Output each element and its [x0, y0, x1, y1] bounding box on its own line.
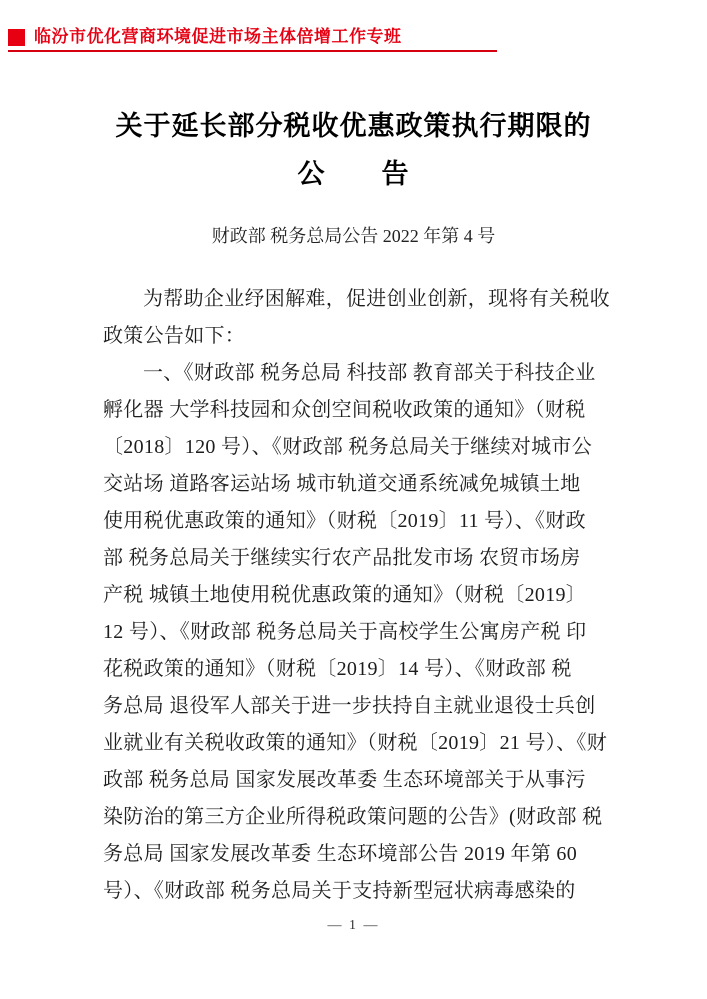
- body-line-12: 务总局 退役军人部关于进一步扶持自主就业退役士兵创: [103, 695, 596, 717]
- document-title-line-2: 公 告: [297, 159, 410, 189]
- document-title: [0, 102, 707, 198]
- body-line-14: 政部 税务总局 国家发展改革委 生态环境部关于从事污: [103, 769, 586, 791]
- body-line-6: 交站场 道路客运站场 城市轨道交通系统减免城镇土地: [103, 473, 581, 495]
- body-line-5: 〔2018〕120 号）、《财政部 税务总局关于继续对城市公: [103, 436, 592, 458]
- body-line-17: 号）、《财政部 税务总局关于支持新型冠状病毒感染的: [103, 880, 576, 902]
- body-line-3: 一、《财政部 税务总局 科技部 教育部关于科技企业: [143, 362, 596, 384]
- body-line-7: 使用税优惠政策的通知》（财税〔2019〕11 号）、《财政: [103, 510, 586, 532]
- body-line-10: 12 号）、《财政部 税务总局关于高校学生公寓房产税 印: [103, 621, 587, 643]
- body-line-9: 产税 城镇土地使用税优惠政策的通知》（财税〔2019〕: [103, 584, 587, 606]
- page-footer: [0, 918, 707, 934]
- page-number: — 1 —: [327, 918, 380, 933]
- document-number: 财政部 税务总局公告 2022 年第 4 号: [211, 226, 496, 246]
- body-line-8: 部 税务总局关于继续实行农产品批发市场 农贸市场房: [103, 547, 581, 569]
- body-line-11: 花税政策的通知》（财税〔2019〕14 号）、《财政部 税: [103, 658, 572, 680]
- body-line-4: 孵化器 大学科技园和众创空间税收政策的通知》（财税: [103, 399, 586, 421]
- body-line-1: 为帮助企业纾困解难，促进创业创新，现将有关税收: [143, 288, 610, 310]
- red-square-icon: [8, 29, 25, 46]
- body-line-13: 业就业有关税收政策的通知》（财税〔2019〕21 号）、《财: [103, 732, 607, 754]
- masthead-org-name: 临汾市优化营商环境促进市场主体倍增工作专班: [34, 27, 402, 46]
- body-line-2: 政策公告如下：: [103, 325, 246, 347]
- body-line-16: 务总局 国家发展改革委 生态环境部公告 2019 年第 60: [103, 843, 577, 865]
- masthead: [0, 0, 707, 60]
- document-body: [103, 281, 610, 910]
- masthead-rule: [8, 50, 497, 52]
- document-title-line-1: 关于延长部分税收优惠政策执行期限的: [115, 111, 592, 141]
- body-line-15: 染防治的第三方企业所得税政策问题的公告》(财政部 税: [103, 806, 603, 828]
